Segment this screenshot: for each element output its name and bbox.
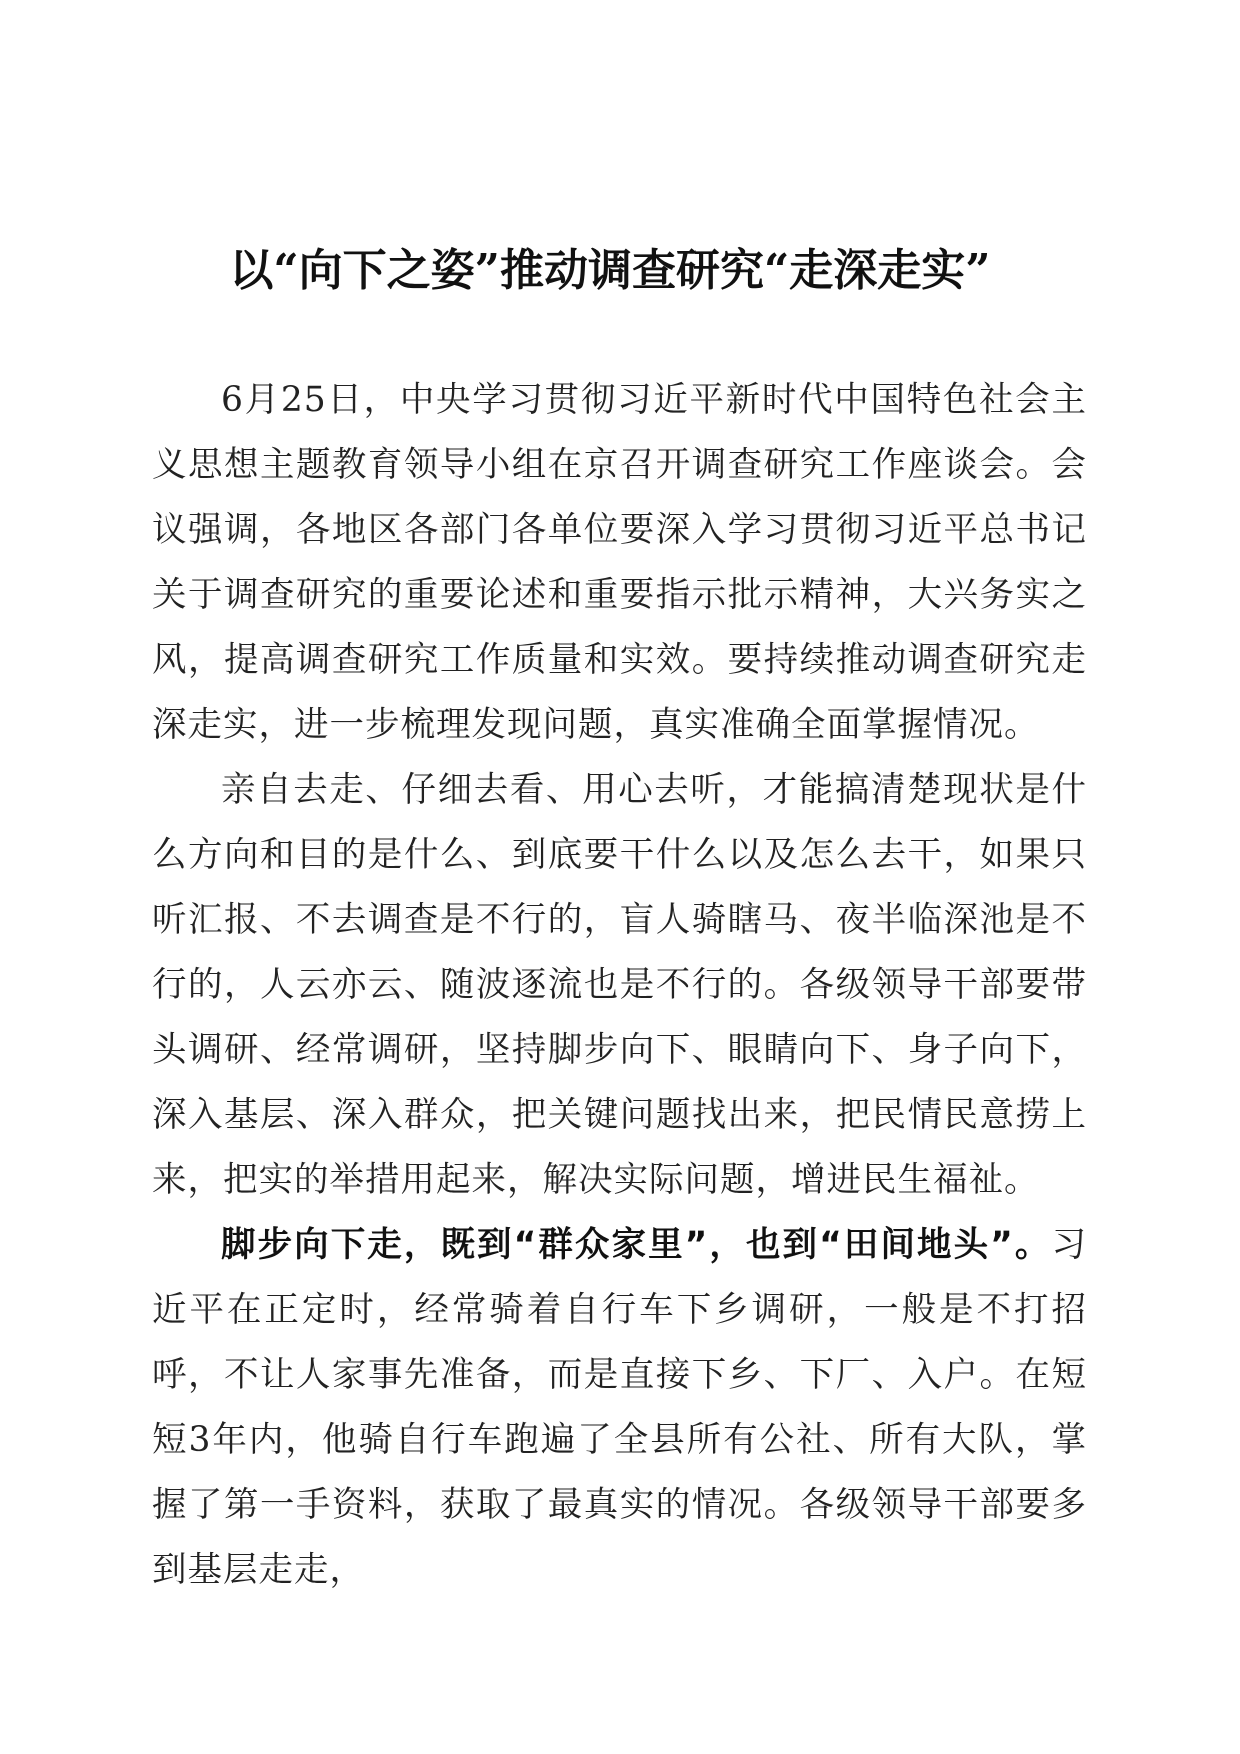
paragraph-3: [152, 1213, 1087, 1603]
paragraph-2: [152, 758, 1087, 1213]
paragraph-1: [152, 368, 1087, 758]
article-title: 以“向下之姿”推动调查研究“走深走实”: [229, 245, 991, 297]
paragraph-2-text: 亲自去走、仔细去看、用心去听，才能搞清楚现状是什么方向和目的是什么、到底要干什么以及怎么去干，如果只听汇报、不去调查是不行的，盲人骑瞎马、夜半临深池是不行的，人云亦云、随波逐流也是不行的。各级领导干部要带头调研、经常调研，坚持脚步向下、眼睛向下、身子向下，深入基层、深入群众，把关键问题找出来，把民情民意捞上来，把实的举措用起来，解决实际问题，增进民生福祉。: [152, 770, 1087, 1200]
article-body: [152, 368, 1087, 1603]
paragraph-3-text: 习近平在正定时，经常骑着自行车下乡调研，一般是不打招呼，不让人家事先准备，而是直接下乡、下厂、入户。在短短3年内，他骑自行车跑遍了全县所有公社、所有大队，掌握了第一手资料，获取了最真实的情况。各级领导干部要多到基层走走，: [152, 1225, 1087, 1590]
paragraph-3-lead: 脚步向下走，既到“群众家里”，也到“田间地头”。: [221, 1225, 1052, 1265]
paragraph-1-text: 6月25日，中央学习贯彻习近平新时代中国特色社会主义思想主题教育领导小组在京召开调查研究工作座谈会。会议强调，各地区各部门各单位要深入学习贯彻习近平总书记关于调查研究的重要论述和重要指示批示精神，大兴务实之风，提高调查研究工作质量和实效。要持续推动调查研究走深走实，进一步梳理发现问题，真实准确全面掌握情况。: [152, 380, 1087, 745]
